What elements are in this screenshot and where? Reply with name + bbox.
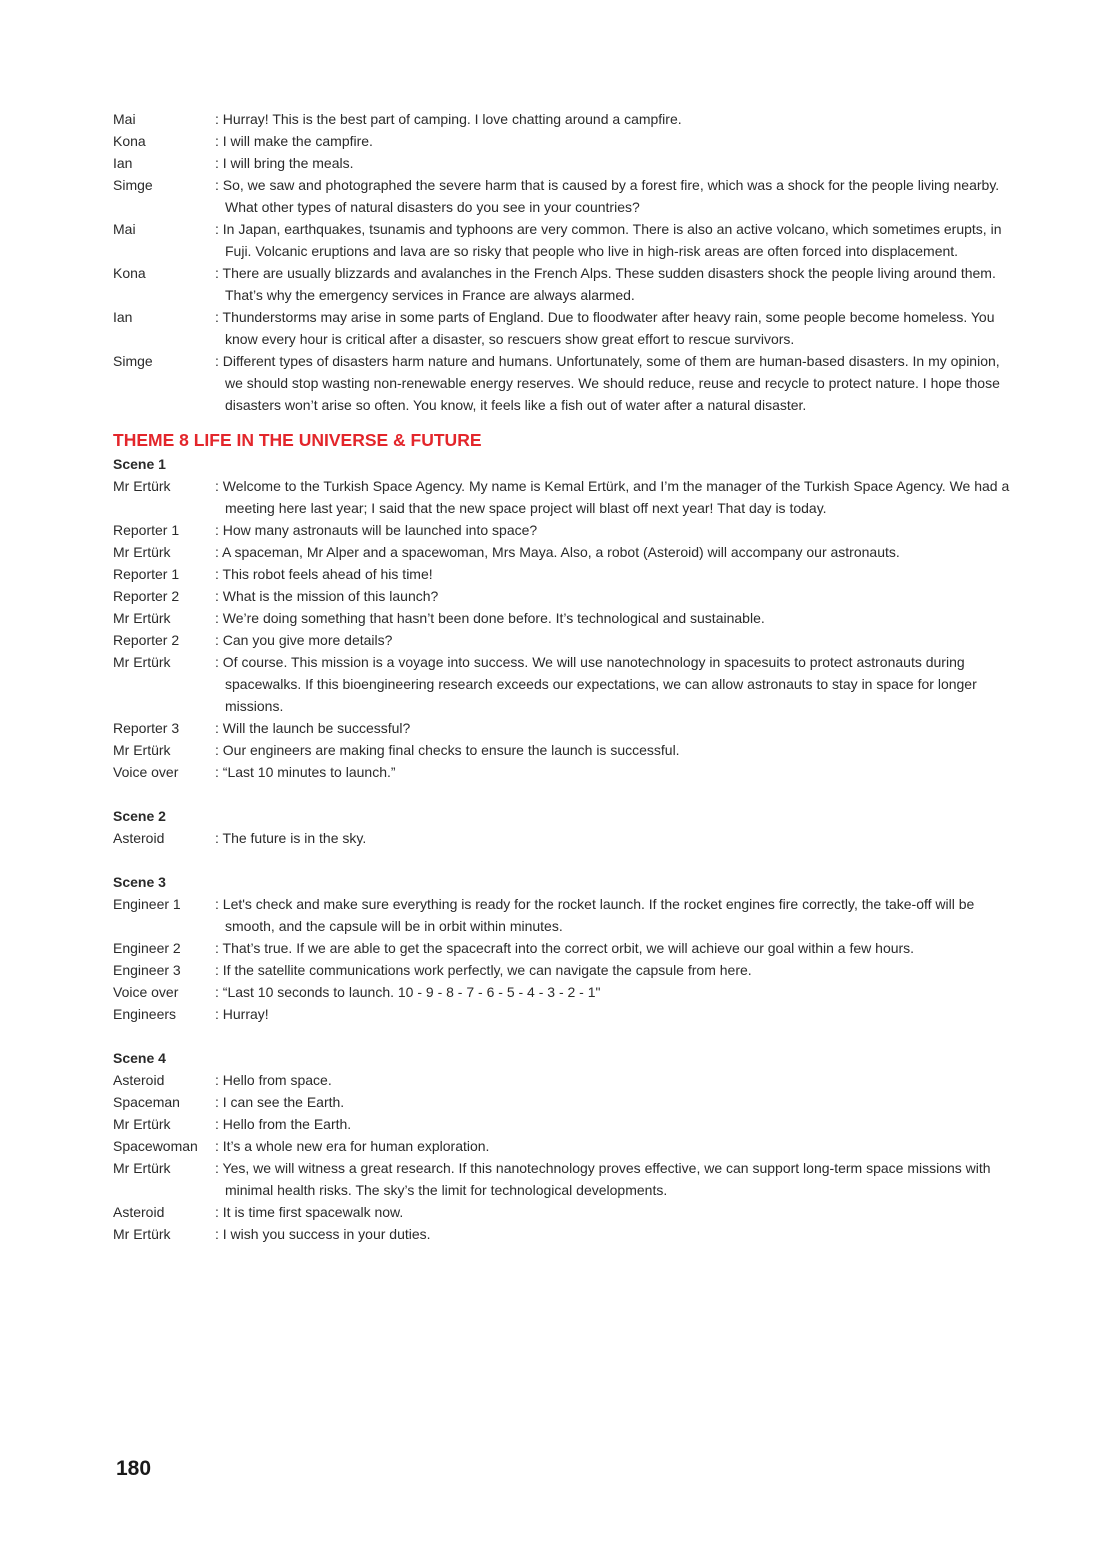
page-content [113,108,1013,1245]
dialogue-line [113,607,1013,629]
speaker-name: Reporter 1 [113,566,180,582]
speaker-name: Kona [113,133,146,149]
speaker-name: Engineers [113,1006,177,1022]
speaker-name: Simge [113,177,153,193]
scene-title: Scene 3 [113,874,166,890]
speaker-name: Reporter 2 [113,632,180,648]
dialogue-text: : We’re doing something that hasn’t been done before. It’s technological and sustainable. [215,610,765,626]
dialogue-text: : I will bring the meals. [215,155,354,171]
dialogue-text: : Let's check and make sure everything is ready for the rocket launch. If the rocket engines fire correctly, the take-off will be smooth, and the capsule will be in orbit within minutes. [215,896,975,934]
dialogue-text: : Hurray! This is the best part of camping. I love chatting around a campfire. [215,111,682,127]
dialogue-line [113,827,1013,849]
scene-title: Scene 2 [113,808,166,824]
dialogue-line [113,937,1013,959]
dialogue-text: : I wish you success in your duties. [215,1226,431,1242]
dialogue-line [113,262,1013,306]
scene-dialogue [113,475,1013,783]
dialogue-line [113,1069,1013,1091]
dialogue-text: : It’s a whole new era for human exploration. [215,1138,490,1154]
scene-dialogue [113,827,1013,849]
speaker-name: Simge [113,353,153,369]
speaker-name: Spacewoman [113,1138,198,1154]
dialogue-line [113,475,1013,519]
dialogue-text: : The future is in the sky. [215,830,367,846]
dialogue-text: : How many astronauts will be launched into space? [215,522,538,538]
speaker-name: Mr Ertürk [113,1116,171,1132]
speaker-name: Mr Ertürk [113,1226,171,1242]
dialogue-text: : Hello from the Earth. [215,1116,352,1132]
dialogue-line [113,1091,1013,1113]
scene-section [113,871,1013,1025]
speaker-name: Kona [113,265,146,281]
dialogue-text: : It is time first spacewalk now. [215,1204,404,1220]
dialogue-text: : Welcome to the Turkish Space Agency. My name is Kemal Ertürk, and I’m the manager of the Turkish Space Agency. We had a meeting here last year; I said that the new space project will blast off next year! That day is today. [215,478,1010,516]
speaker-name: Asteroid [113,1072,165,1088]
scene-dialogue [113,1069,1013,1245]
dialogue-text: : I can see the Earth. [215,1094,345,1110]
scenes [113,453,1013,1245]
dialogue-text: : So, we saw and photographed the severe harm that is caused by a forest fire, which was a shock for the people living nearby. What other types of natural disasters do you see in your countries? [215,177,1000,215]
dialogue-text: : Can you give more details? [215,632,393,648]
scene-spacer [113,849,1013,871]
dialogue-text: : That’s true. If we are able to get the spacecraft into the correct orbit, we will achieve our goal within a few hours. [215,940,915,956]
dialogue-line [113,130,1013,152]
speaker-name: Asteroid [113,830,165,846]
dialogue-text: : This robot feels ahead of his time! [215,566,433,582]
scene-spacer [113,783,1013,805]
speaker-name: Reporter 2 [113,588,180,604]
dialogue-line [113,629,1013,651]
dialogue-line [113,981,1013,1003]
dialogue-text: : Hello from space. [215,1072,332,1088]
scene-title: Scene 4 [113,1050,166,1066]
speaker-name: Mr Ertürk [113,1160,171,1176]
speaker-name: Mai [113,221,136,237]
speaker-name: Engineer 2 [113,940,181,956]
scene-title: Scene 1 [113,456,166,472]
speaker-name: Engineer 3 [113,962,181,978]
speaker-name: Mr Ertürk [113,654,171,670]
speaker-name: Voice over [113,764,179,780]
dialogue-line [113,174,1013,218]
dialogue-line [113,218,1013,262]
dialogue-text: : There are usually blizzards and avalanches in the French Alps. These sudden disasters shock the people living around them. That’s why the emergency services in France are always alarmed. [215,265,996,303]
dialogue-line [113,541,1013,563]
dialogue-line [113,1223,1013,1245]
speaker-name: Spaceman [113,1094,180,1110]
dialogue-line [113,739,1013,761]
dialogue-text: : I will make the campfire. [215,133,373,149]
dialogue-line [113,563,1013,585]
dialogue-line [113,306,1013,350]
dialogue-line [113,1003,1013,1025]
dialogue-text: : “Last 10 minutes to launch.” [215,764,396,780]
speaker-name: Ian [113,309,133,325]
dialogue-text: : Yes, we will witness a great research. If this nanotechnology proves effective, we can support long-term space missions with minimal health risks. The sky’s the limit for technological developments. [215,1160,991,1198]
dialogue-text: : A spaceman, Mr Alper and a spacewoman, Mrs Maya. Also, a robot (Asteroid) will accompany our astronauts. [215,544,900,560]
speaker-name: Mr Ertürk [113,544,171,560]
dialogue-text: : Our engineers are making final checks to ensure the launch is successful. [215,742,680,758]
scene-spacer [113,1025,1013,1047]
dialogue-line [113,1135,1013,1157]
dialogue-text: : Of course. This mission is a voyage into success. We will use nanotechnology in spacesuits to protect astronauts during spacewalks. If this bioengineering research exceeds our expectations, we can allow astronauts to stay in space for longer missions. [215,654,977,714]
speaker-name: Mai [113,111,136,127]
dialogue-text: : Different types of disasters harm nature and humans. Unfortunately, some of them are human-based disasters. In my opinion, we should stop wasting non-renewable energy reserves. We should reduce, reuse and recycle to protect nature. I hope those disasters won’t arise so often. You know, it feels like a fish out of water after a natural disaster. [215,353,1000,413]
dialogue-line [113,585,1013,607]
scene-dialogue [113,893,1013,1025]
speaker-name: Reporter 3 [113,720,180,736]
theme-title: THEME 8 LIFE IN THE UNIVERSE & FUTURE [113,430,482,450]
dialogue-line [113,717,1013,739]
opening-dialogue [113,108,1013,416]
dialogue-line [113,893,1013,937]
dialogue-text: : Will the launch be successful? [215,720,411,736]
speaker-name: Mr Ertürk [113,478,171,494]
speaker-name: Engineer 1 [113,896,181,912]
dialogue-text: : In Japan, earthquakes, tsunamis and typhoons are very common. There is also an active volcano, which sometimes erupts, in Fuji. Volcanic eruptions and lava are so risky that people who live in high-risk areas are often forced into displacement. [215,221,1002,259]
speaker-name: Mr Ertürk [113,610,171,626]
speaker-name: Voice over [113,984,179,1000]
dialogue-line [113,350,1013,416]
dialogue-line [113,152,1013,174]
scene-section [113,1047,1013,1245]
dialogue-line [113,1201,1013,1223]
dialogue-text: : What is the mission of this launch? [215,588,439,604]
dialogue-text: : Hurray! [215,1006,269,1022]
dialogue-text: : If the satellite communications work perfectly, we can navigate the capsule from here. [215,962,752,978]
speaker-name: Reporter 1 [113,522,180,538]
speaker-name: Mr Ertürk [113,742,171,758]
dialogue-line [113,1157,1013,1201]
speaker-name: Ian [113,155,133,171]
page-number: 180 [116,1457,152,1480]
dialogue-line [113,959,1013,981]
dialogue-line [113,1113,1013,1135]
scene-section [113,453,1013,783]
dialogue-line [113,519,1013,541]
dialogue-line [113,651,1013,717]
dialogue-text: : Thunderstorms may arise in some parts of England. Due to floodwater after heavy rain, some people become homeless. You know every hour is critical after a disaster, so rescuers show great effort to rescue survivors. [215,309,995,347]
dialogue-text: : “Last 10 seconds to launch. 10 - 9 - 8 - 7 - 6 - 5 - 4 - 3 - 2 - 1" [215,984,601,1000]
dialogue-line [113,761,1013,783]
speaker-name: Asteroid [113,1204,165,1220]
scene-section [113,805,1013,849]
dialogue-line [113,108,1013,130]
